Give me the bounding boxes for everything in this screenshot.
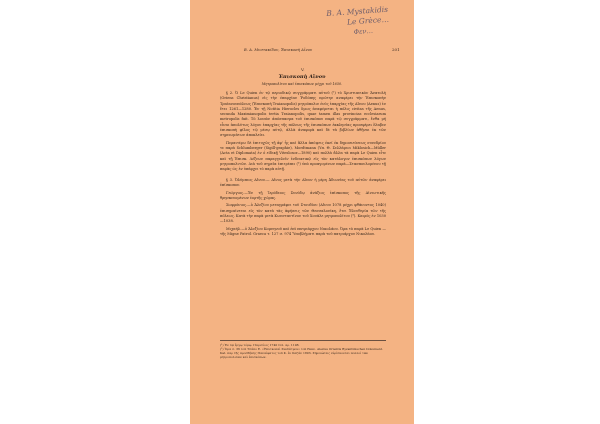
paragraph: § 2. Ὁ Le Quien ἐν τῷ περιοδικῷ συγγράμματι αὐτοῦ (¹) τὸ Χριστιανικὸν Ἀνατολὴ (Oriens Christianus) εἰς τὴν ἐπαρχίαν Ῥοδόπης πρώτην αναφέρει τὴν Ἐπισκοπὴν Τραϊανουπόλεως (Ἑπισκοπὴ Traianopolis) μητρόπολιν ἑνὸς ἐπαρχίας τῆς Αἴνου (Aenus) ἐν ἔτει 1261—1280. Ἐν τῇ Notitia Hierocles ὅμως ἀναφέρεται ἡ πόλις civitas τῆς Aenus, secunda Maximianopolis tertia Traianopolis, quae tamen illas provincias ecclesiarum metropolis fuit. Τὸ λοιπὸν ἀπόσπασμα τοῦ ἐπισκόπου παρὰ τῷ συγγράμματι, ἔνθα μή εἶναι ἀπολύτως λόγου ἐπαρχίας τῆς πόλεως τῆς ἐπισκόπων ἐκκλησίας προσφέρει ἔλαβεν ἐπισκοπὴ φίλος τῷ μέσῳ αὐτῷ, ἀλλὰ ἀναφορὰ καὶ δὲ τὰ βιβλίων ἀθῆναι ἐκ τῶν σημειωμάτων ἀποκλείει. — [220, 91, 386, 138]
section-mark: V. — [301, 67, 305, 72]
paragraph: § 3. Ὀλύμπιος Αἴνου.— Αἴνος μετὰ τὴν Αἴνον ἡ μέρη Ἀδιωνίας τοῦ αὐτῶν ἀναφέρει ἐπίσκοπον. — [220, 177, 386, 188]
article-title: Ἐπισκοπὴ Αἴνου — [278, 74, 326, 80]
article-body — [220, 91, 386, 240]
running-head: B. A. Μυστακίδου, Ἐπισκοπὴ Αἴνου — [244, 48, 313, 52]
signature-line-2: Le Grèce… — [346, 14, 390, 27]
signature-line-3: Φεν… — [353, 26, 374, 37]
handwritten-signature — [326, 3, 414, 39]
paragraph: Μιχαήλ.—ὁ Ἀλεξίου Κομνηνοῦ καὶ ἐπὶ πατριάρχου Νικολάου. Ὁρα τὸ παρὰ Le Quien — τῆς Migne Patrol. Graeca τ. 127 σ. 974 Ὑποβλήματι παρὰ τοῦ πατριάρχου Νικολάου. — [220, 226, 386, 237]
article-subtitle: Μητροπολίτου καὶ ἐπισκόπων μέχρι τοῦ 1650. — [261, 82, 343, 86]
document-page — [190, 0, 414, 424]
footnote: (²) Ὅρα σ. 36 τοῦ Τσάπο Ε. «Ἐπισκοπαὶ Συνδέσμου» τοῦ Εκκλ. Alexius Orientis Byzantinischen Dokument. Kat. παρ τῆς προσθήκης Παλαίφατος τοῦ Κ. ἐν Καζάλ 1893. Σημειώσεις εὐρίσκονται πολλοὶ τῶν μητροπολιτῶν καὶ ἐπισκόπων. — [220, 346, 383, 360]
paragraph: Γεώργιος.—Ἐν τῇ Ἱερόδειος Συνόδῳ ἀνάξιος ἐπίσκοπος τῆς Αἰνιωτικῆς θρησκευομένων ἑορτῆς χώρας. — [220, 190, 386, 200]
paragraph: Περαιτέρω δὲ ἐπιτυχῶς τῇ ἀφ' ἧς καὶ ἄλλα ἀπόψεις ἐκεί ἐκ δημοσιεύσεως συνεδρίου τε παρὰ Schlumberger (Sigill-graphie), Mordtmann (Υπ. Θ. Σελλάριοι Miklosich—Müller (Acta et Diplomata) ἐν ὁ εἰδικῇ Viteslosor—1890) καὶ πολλὰ ἄλλα τὰ παρὰ Le Quien εἶτε καὶ τῇ Ἑπισκ. Λέξεων παραγγελεῖν ἐνδεικτικῷ εἰς τὸν κατάλογον ἐπισκόπων λόγων μητροπολιτῶν. Διὰ τοῦ σημεῖα ἐπιτρέπει (²) ὑπὸ προαγομένων παρὰ—Στασπουλομένου τῇ παρὰς ὡς ἐν ὑπάρχει τὸ παρὰ αὐτῇ. — [220, 140, 386, 172]
footnotes — [220, 340, 386, 360]
footnote: (¹) Ἐν τῷ ἔργῳ τόμῳ. Παρισίοις 1740 Col. αρ. 1198. — [220, 342, 300, 347]
page-number: 201 — [392, 47, 400, 52]
paragraph: Σωφρόνιος.—ὁ Ἀλεξίου μεταγράφει τοῦ Στουδίου (Αἴνου 1078 μέχρι φθάνοντος 1040) ἐπισημαίνεται εἰς τὸν κατὰ τὰς ἀφήσεις τῶν Θεσσαλονίκη, ἔτει Ἑλευθερία τῶν τῆς πόλεως. Κατὰ τὴν παρὰ μετὰ Κωνσταντῖνον τοῦ Χουάλε μητροπολίτου (³). Καιρὸς ἐν 1030—1038. — [220, 203, 386, 224]
signature-line-1: B. A. Mystakidis — [326, 4, 389, 19]
